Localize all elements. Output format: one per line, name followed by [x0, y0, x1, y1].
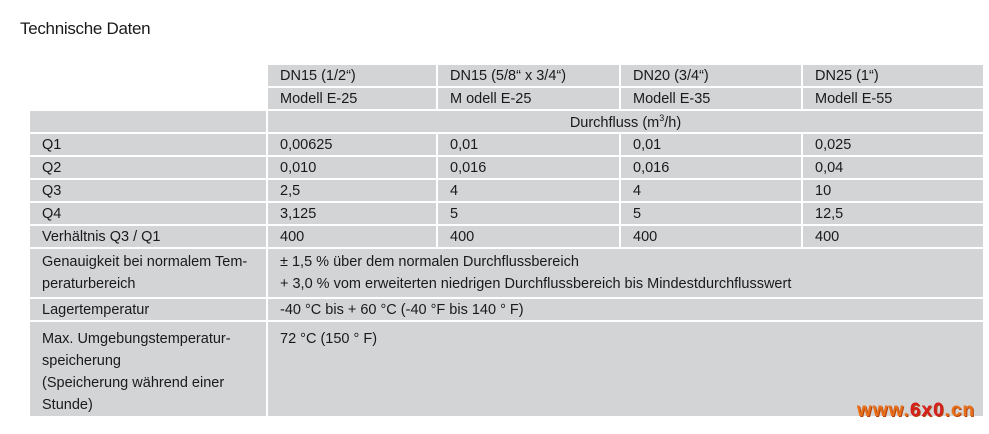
- flow-header-corner: [30, 111, 266, 132]
- row-value: 10: [803, 180, 983, 201]
- ambient-label-line: Max. Umgebungstemperatur-: [42, 331, 231, 347]
- row-label: Q1: [30, 134, 266, 155]
- flow-header: [268, 111, 983, 132]
- row-value: 400: [438, 226, 619, 247]
- row-value: 0,01: [438, 134, 619, 155]
- row-label: Q2: [30, 157, 266, 178]
- column-size: DN15 (5/8“ x 3/4“): [438, 65, 619, 86]
- watermark-part: .cn: [944, 400, 975, 421]
- header-model-row: [30, 88, 983, 109]
- column-size: DN20 (3/4“): [621, 65, 801, 86]
- row-value: 0,016: [621, 157, 801, 178]
- row-value: 12,5: [803, 203, 983, 224]
- ambient-label-line: Stunde): [42, 397, 93, 413]
- header-blank-cell: [30, 88, 266, 109]
- storage-row: [30, 299, 983, 320]
- column-size: DN25 (1“): [803, 65, 983, 86]
- table-row: [30, 180, 983, 201]
- column-model: M odell E-25: [438, 88, 619, 109]
- header-blank-cell: [30, 65, 266, 86]
- accuracy-row: [30, 249, 983, 297]
- accuracy-label-line: peraturbereich: [42, 276, 136, 292]
- row-label: Q3: [30, 180, 266, 201]
- header-size-row: [30, 65, 983, 86]
- watermark-part: www.: [856, 400, 910, 421]
- row-value: 5: [621, 203, 801, 224]
- accuracy-label: [30, 249, 266, 297]
- row-value: 400: [803, 226, 983, 247]
- row-value: 0,00625: [268, 134, 436, 155]
- row-value: 2,5: [268, 180, 436, 201]
- column-model: Modell E-25: [268, 88, 436, 109]
- ambient-row: [30, 322, 983, 416]
- row-value: 0,010: [268, 157, 436, 178]
- ambient-value: 72 °C (150 ° F): [268, 322, 983, 416]
- row-value: 400: [621, 226, 801, 247]
- row-value: 0,01: [621, 134, 801, 155]
- accuracy-value-line: ± 1,5 % über dem normalen Durchflussbereich: [280, 254, 579, 270]
- flow-header-suffix: /h): [664, 114, 682, 131]
- table-row: [30, 134, 983, 155]
- ambient-label-line: (Speicherung während einer: [42, 375, 225, 391]
- storage-label: Lagertemperatur: [30, 299, 266, 320]
- column-size: DN15 (1/2“): [268, 65, 436, 86]
- table-row: [30, 226, 983, 247]
- column-model: Modell E-55: [803, 88, 983, 109]
- accuracy-value: [268, 249, 983, 297]
- row-value: 0,016: [438, 157, 619, 178]
- table-row: [30, 157, 983, 178]
- flow-header-sup: 3: [659, 112, 665, 123]
- flow-header-label: Durchfluss (m: [569, 114, 660, 131]
- column-model: Modell E-35: [621, 88, 801, 109]
- watermark-part: 6x0: [909, 400, 945, 421]
- row-value: 4: [621, 180, 801, 201]
- row-value: 4: [438, 180, 619, 201]
- spec-table: [28, 63, 985, 418]
- accuracy-value-line: + 3,0 % vom erweiterten niedrigen Durchflussbereich bis Mindestdurchflusswert: [280, 276, 792, 292]
- ambient-label: [30, 322, 266, 416]
- row-value: 0,025: [803, 134, 983, 155]
- row-value: 400: [268, 226, 436, 247]
- row-label: Q4: [30, 203, 266, 224]
- ambient-label-line: speicherung: [42, 353, 121, 369]
- flow-header-row: [30, 111, 983, 132]
- table-row: [30, 203, 983, 224]
- row-value: 0,04: [803, 157, 983, 178]
- row-value: 3,125: [268, 203, 436, 224]
- storage-value: -40 °C bis + 60 °C (-40 °F bis 140 ° F): [268, 299, 983, 320]
- row-value: 5: [438, 203, 619, 224]
- row-label: Verhältnis Q3 / Q1: [30, 226, 266, 247]
- watermark-logo: [857, 400, 975, 422]
- page-title: Technische Daten: [20, 19, 151, 38]
- accuracy-label-line: Genauigkeit bei normalem Tem-: [42, 254, 248, 270]
